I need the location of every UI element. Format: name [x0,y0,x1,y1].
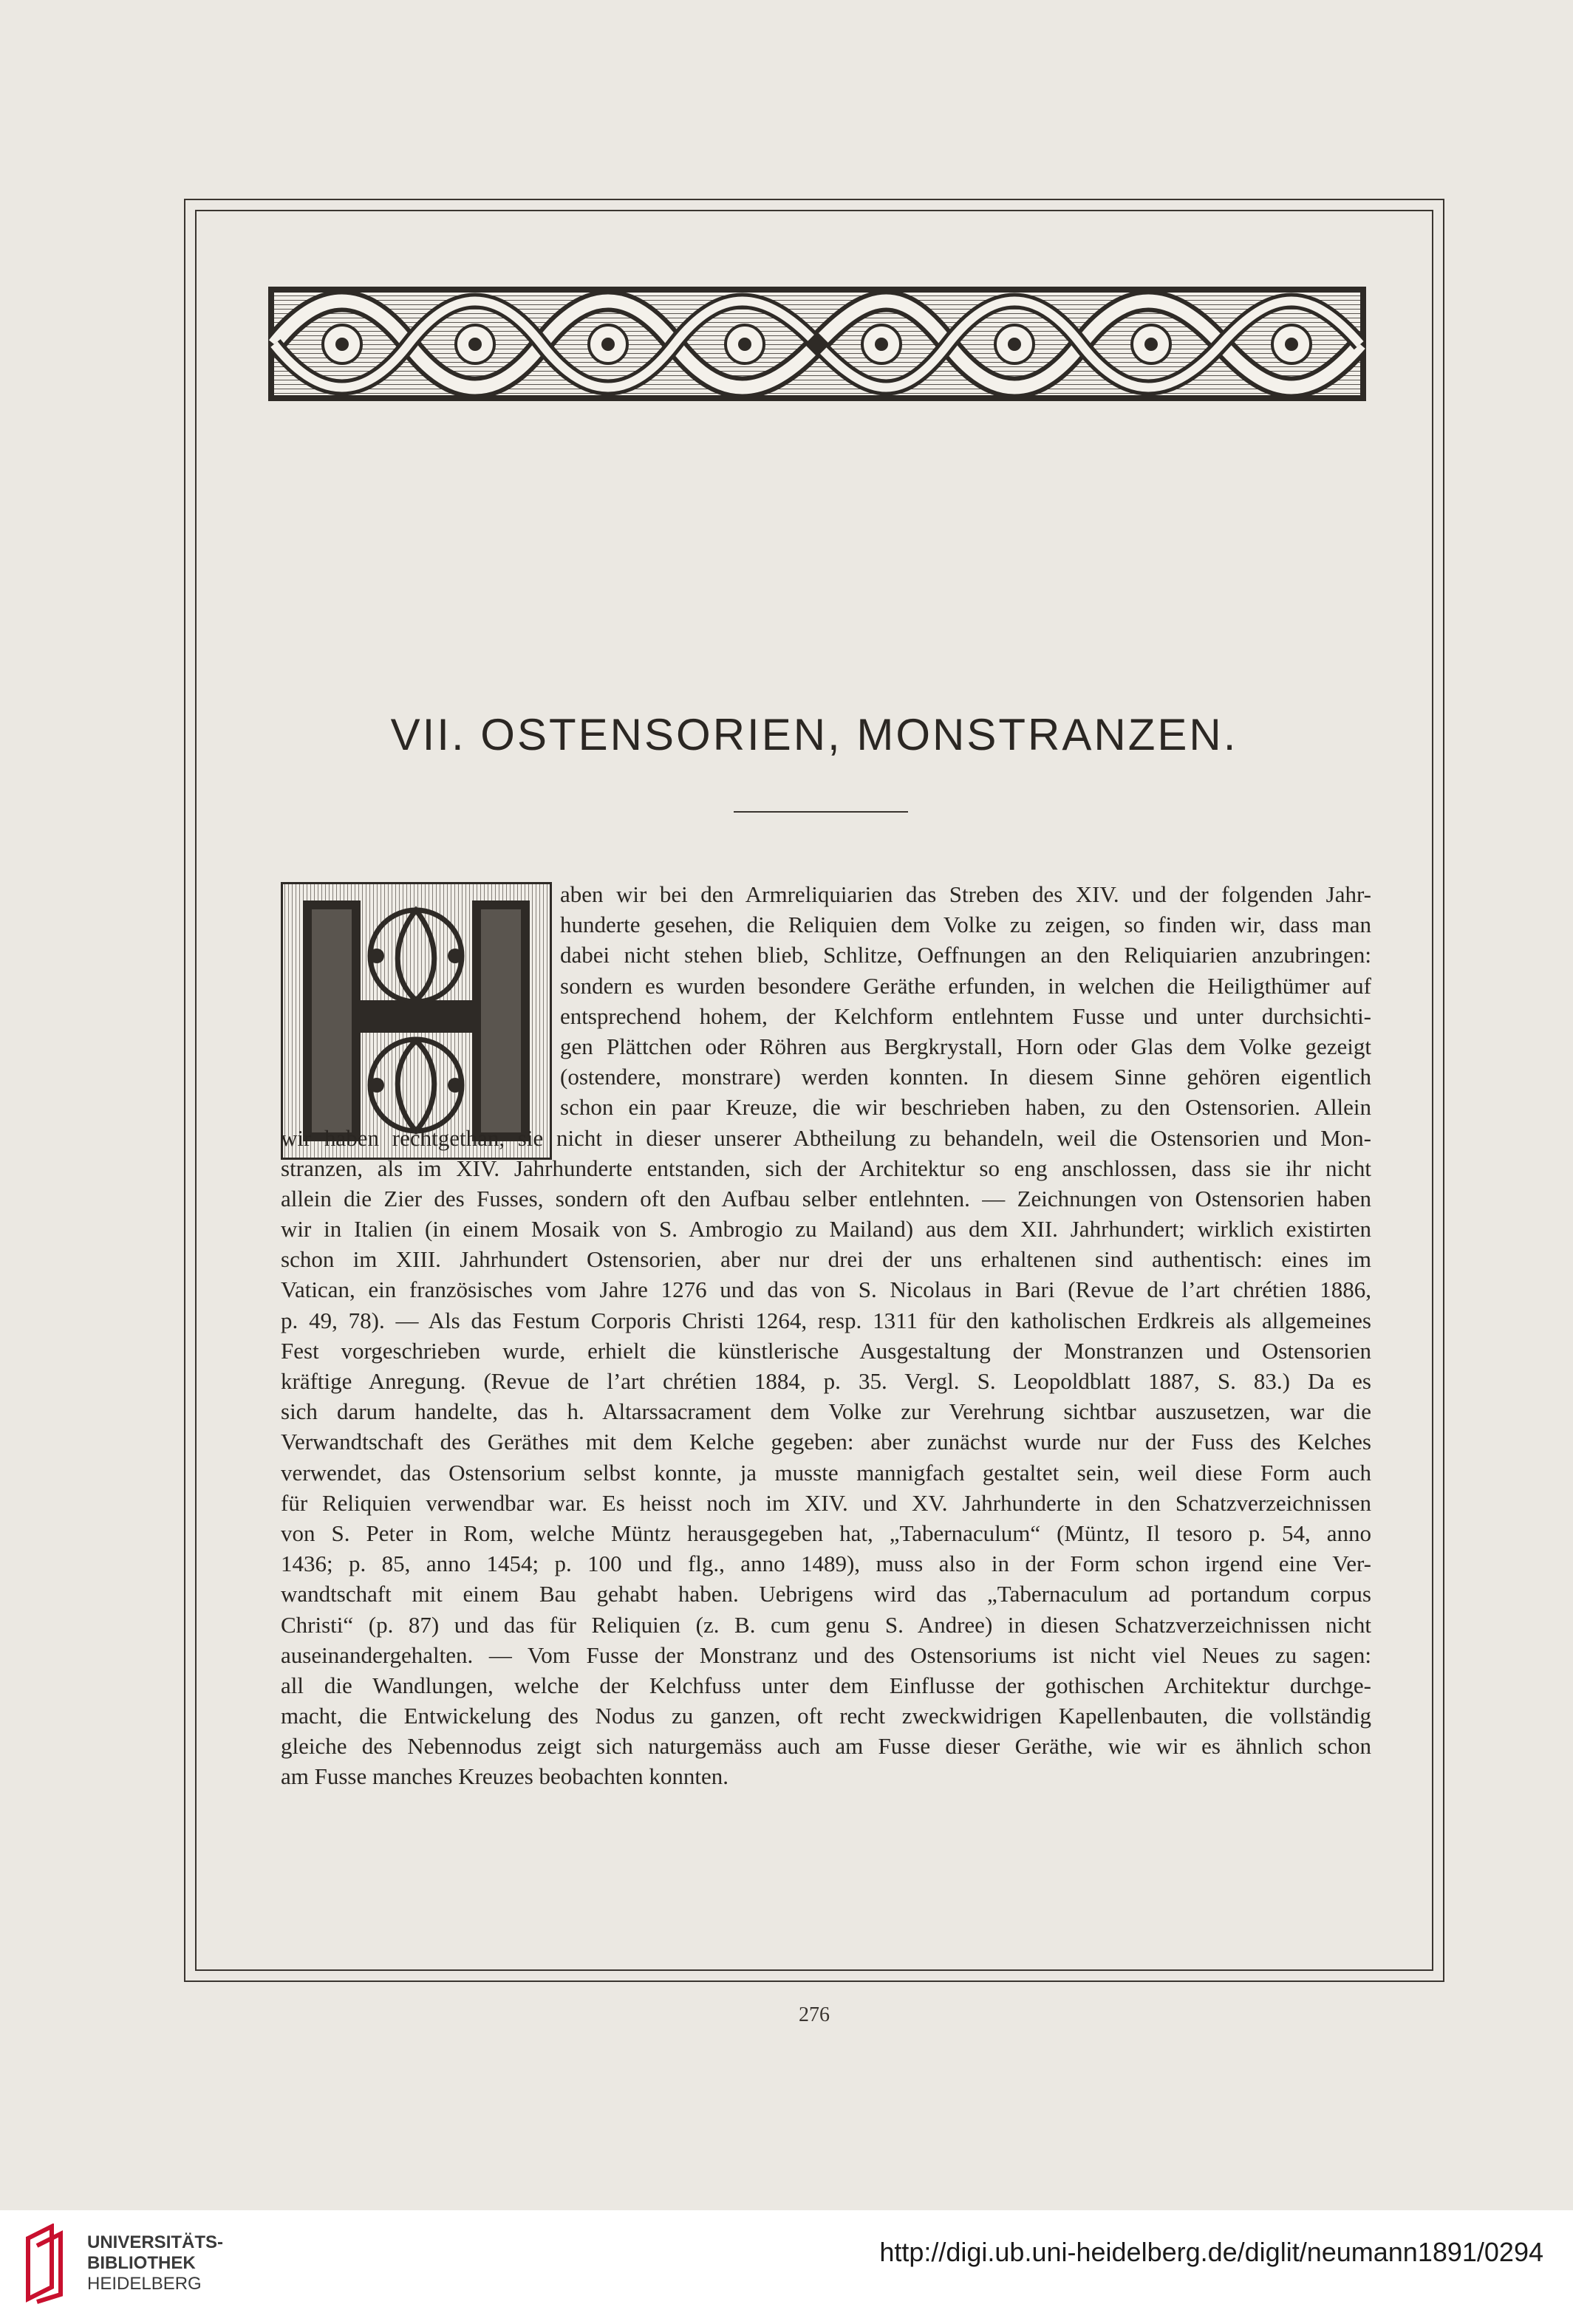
ornamental-header-band [268,287,1366,401]
library-logo-icon[interactable] [22,2224,69,2305]
text-line: von S. Peter in Rom, welche Müntz herausgegeben hat, „Tabernaculum“ (Müntz, Il tesoro p. 54, anno [281,1520,1371,1546]
text-line: schon ein paar Kreuze, die wir beschrieben haben, zu den Ostensorien. Allein [560,1094,1371,1121]
chapter-title: VII. OSTENSORIEN, MONSTRANZEN. [390,710,1238,759]
source-url-link[interactable]: http://digi.ub.uni-heidelberg.de/diglit/neumann1891/0294 [879,2237,1543,2267]
text-line: Vatican, ein französisches vom Jahre 1276 und das von S. Nicolaus in Bari (Revue de l’art chrétien 1886, [281,1277,1371,1303]
page-number: 276 [799,2003,830,2026]
text-line: all die Wandlungen, welche der Kelchfuss unter dem Einflusse der gothischen Architektur durchge- [281,1672,1371,1698]
library-name-line3: HEIDELBERG [87,2274,202,2294]
body-text [281,879,1371,1792]
text-line: sich darum handelte, das h. Altarssacrament dem Volke zur Verehrung sichtbar auszusetzen, war die [281,1398,1371,1425]
text-line: Fest vorgeschrieben wurde, erhielt die künstlerische Ausgestaltung der Monstranzen und Ostensorien [281,1337,1371,1364]
text-line: dabei nicht stehen blieb, Schlitze, Oeffnungen an den Reliquiarien anzubringen: [560,942,1371,968]
library-name [87,2232,223,2294]
text-line: allein die Zier des Fusses, sondern oft den Aufbau selber entlehnten. — Zeichnungen von Ostensorien haben [281,1185,1371,1211]
text-line: wandtschaft mit einem Bau gehabt haben. Uebrigens wird das „Tabernaculum ad portandum corpus [281,1581,1371,1607]
text-line: für Reliquien verwendbar war. Es heisst noch im XIV. und XV. Jahrhunderte in den Schatzverzeichnissen [281,1489,1371,1516]
text-line: Christi“ (p. 87) und das für Reliquien (z. B. cum genu S. Andree) in diesen Schatzverzeichnissen nicht [281,1611,1371,1638]
text-line: p. 49, 78). — Als das Festum Corporis Christi 1264, resp. 1311 für den katholischen Erdkreis als allgemeines [281,1307,1371,1333]
text-line: verwendet, das Ostensorium selbst konnte, ja musste mannigfach gestaltet sein, weil diese Form auch [281,1459,1371,1486]
text-line: kräftige Anregung. (Revue de l’art chrétien 1884, p. 35. Vergl. S. Leopoldblatt 1887, S. 83.) Da es [281,1368,1371,1394]
title-divider [734,811,908,813]
text-line: sondern es wurden besondere Geräthe erfunden, in welchen die Heiligthümer auf [560,972,1371,999]
text-line: hunderte gesehen, die Reliquien dem Volke zu zeigen, so finden wir, dass man [560,912,1371,938]
text-line: (ostendere, monstrare) werden konnten. In diesem Sinne gehören eigentlich [560,1064,1371,1090]
text-line: wir haben rechtgethan, sie nicht in dieser unserer Abtheilung zu behandeln, weil die Ostensorien und Mon- [281,1124,1371,1151]
text-line: wir in Italien (in einem Mosaik von S. Ambrogio zu Mailand) aus dem XII. Jahrhundert; wirklich existirten [281,1216,1371,1243]
text-line: aben wir bei den Armreliquiarien das Streben des XIV. und der folgenden Jahr- [560,881,1371,907]
text-line: macht, die Entwickelung des Nodus zu ganzen, oft recht zweckwidrigen Kapellenbauten, die vollständig [281,1703,1371,1729]
text-line: gleiche des Nebennodus zeigt sich naturgemäss auch am Fusse dieser Geräthe, wie wir es ähnlich schon [281,1733,1371,1760]
text-line: gen Plättchen oder Röhren aus Bergkrystall, Horn oder Glas dem Volke gezeigt [560,1033,1371,1059]
text-line: stranzen, als im XIV. Jahrhunderte entstanden, sich der Architektur so eng anschlossen, dass sie ihr nicht [281,1155,1371,1181]
library-name-line1: UNIVERSITÄTS- [87,2232,224,2252]
text-line: entsprechend hohem, der Kelchform entlehntem Fusse und unter durchsichti- [560,1002,1371,1029]
text-line: am Fusse manches Kreuzes beobachten konnten. [281,1763,729,1790]
text-line: 1436; p. 85, anno 1454; p. 100 und flg., anno 1489), muss also in der Form schon irgend eine Ver- [281,1551,1371,1577]
text-line: Verwandtschaft des Geräthes mit dem Kelche gegeben: aber zunächst wurde nur der Fuss des Kelches [281,1429,1371,1455]
library-name-line2: BIBLIOTHEK [87,2253,196,2273]
text-line: auseinandergehalten. — Vom Fusse der Monstranz und des Ostensoriums ist nicht viel Neues zu sagen: [281,1641,1371,1668]
text-line: schon im XIII. Jahrhundert Ostensorien, aber nur drei der uns erhaltenen sind authentisch: eines im [281,1246,1371,1273]
